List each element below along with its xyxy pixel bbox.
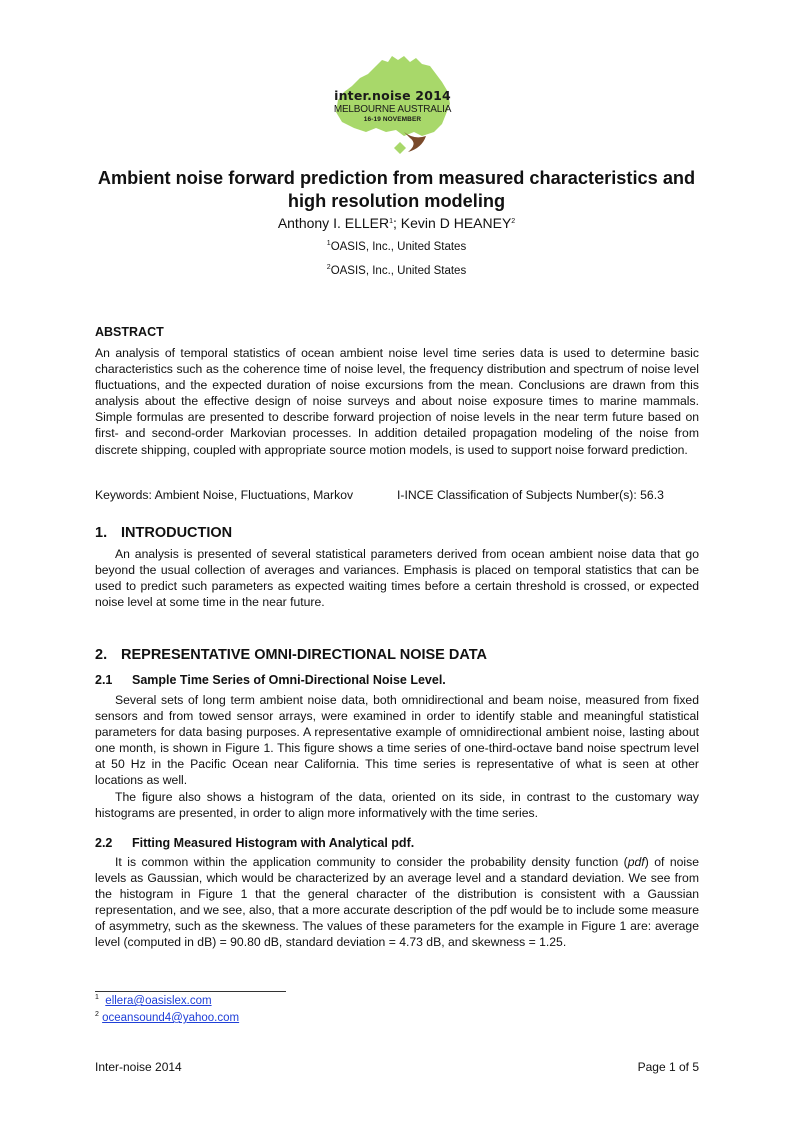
section-2-2-paragraph-1 (95, 854, 699, 951)
footer-conference: Inter-noise 2014 (95, 1060, 182, 1074)
abstract-heading: ABSTRACT (95, 325, 164, 339)
section-2-1-heading (95, 673, 446, 687)
footnote-1-email-link[interactable]: ellera@oasislex.com (105, 995, 212, 1007)
affiliation-2-text: OASIS, Inc., United States (330, 265, 467, 277)
section-2-2-body (95, 854, 699, 951)
section-2-1-paragraph-2: The figure also shows a histogram of the data, oriented on its side, in contrast to the customary way histograms are presented, in order to align more informatively with the time series. (95, 789, 699, 820)
logo-city: MELBOURNE AUSTRALIA (333, 104, 452, 115)
footnote-1-sup: 1 (95, 994, 99, 1001)
author-1: Anthony I. ELLER (277, 215, 390, 231)
footnote-divider (95, 991, 286, 992)
section-2-1-body (95, 692, 699, 821)
section-1-title: INTRODUCTION (121, 525, 233, 541)
section-1-body (95, 546, 699, 610)
author-2-sup: 2 (511, 218, 516, 225)
section-1-heading (95, 525, 232, 541)
logo-conference-name: inter.noise 2014 (334, 88, 451, 103)
footnote-2-email-link[interactable]: oceansound4@yahoo.com (102, 1012, 240, 1024)
footer-page-number: Page 1 of 5 (637, 1060, 699, 1074)
section-2-title: REPRESENTATIVE OMNI-DIRECTIONAL NOISE DATA (121, 647, 488, 663)
section-2-2-text-b: ) of noise levels as Gaussian, which would be characterized by an average level and a standard deviation. We see from the histogram in Figure 1 that the general character of the distribution is consistent with a Gaussian representation, and we see, also, that a more accurate description of the pdf would be to include some measure of asymmetry, such as the skewness. The values of these parameters for the example in Figure 1 are: average level (computed in dB) = 90.80 dB, standard deviation = 4.73 dB, and skewness = 1.25. (95, 855, 699, 950)
author-1-sup: 1 (389, 218, 394, 225)
keywords: Keywords: Ambient Noise, Fluctuations, Markov (95, 488, 354, 502)
section-2-2-number: 2.2 (95, 836, 113, 850)
section-2-1-title: Sample Time Series of Omni-Directional Noise Level. (132, 673, 446, 687)
section-1-paragraph-1: An analysis is presented of several statistical parameters derived from ocean ambient noise data that go beyond the usual collection of averages and variances. Emphasis is placed on temporal statistics that can be used to predict such parameters as expected waiting times before a certain threshold is crossed, or expected noise level at some time in the near future. (95, 547, 699, 610)
section-2-number: 2. (95, 647, 108, 663)
classification-number: I-INCE Classification of Subjects Number(s): 56.3 (397, 488, 664, 502)
conference-logo (330, 52, 455, 164)
affiliation-1 (95, 241, 698, 253)
section-1-number: 1. (95, 525, 108, 541)
affiliation-2-sup: 2 (326, 264, 331, 271)
section-2-2-title: Fitting Measured Histogram with Analytical pdf. (132, 836, 415, 850)
section-2-1-number: 2.1 (95, 673, 113, 687)
section-2-heading (95, 647, 487, 663)
footnote-2 (95, 1012, 239, 1024)
author-separator: ; (393, 215, 401, 231)
author-2: Kevin D HEANEY (400, 215, 512, 231)
paper-title: Ambient noise forward prediction from measured characteristics and high resolution modeling (97, 168, 696, 211)
affiliation-1-sup: 1 (326, 240, 331, 247)
affiliation-1-text: OASIS, Inc., United States (330, 241, 467, 253)
abstract-text: An analysis of temporal statistics of ocean ambient noise level time series data is used to determine basic characteristics such as the coherence time of noise level, the frequency distribution and spectrum of noise level fluctuations, and the expected duration of noise excursions from the mean. Conclusions are drawn from this analysis about the effective design of noise surveys and about noise exposure times to marine mammals. Simple formulas are presented to describe forward projection of noise levels in the near term future based on first- and second-order Markovian processes. In addition detailed propagation modeling of the noise from discrete shipping, coupled with appropriate source motion models, is used to support noise forward prediction. (95, 346, 699, 457)
affiliation-2 (95, 265, 698, 277)
section-2-1-paragraph-1: Several sets of long term ambient noise data, both omnidirectional and beam noise, measured from fixed sensors and from towed sensor arrays, were examined in order to identify stable and meaningful statistical parameters for data basing purposes. A representative example of omnidirectional ambient noise, lasting about one month, is shown in Figure 1. This figure shows a time series of one-third-octave band noise spectrum level at 50 Hz in the Pacific Ocean near California. This time series is representative of what is seen at other locations as well. (95, 693, 699, 788)
footnote-2-sup: 2 (95, 1011, 99, 1018)
section-2-2-heading (95, 836, 414, 850)
section-2-2-text-a: It is common within the application community to consider the probability density function ( (115, 855, 628, 869)
author-line (95, 215, 698, 231)
pdf-term: pdf (627, 855, 645, 869)
logo-dates: 16-19 NOVEMBER (363, 116, 422, 123)
keywords-line (95, 488, 699, 502)
footnote-1 (95, 995, 212, 1007)
